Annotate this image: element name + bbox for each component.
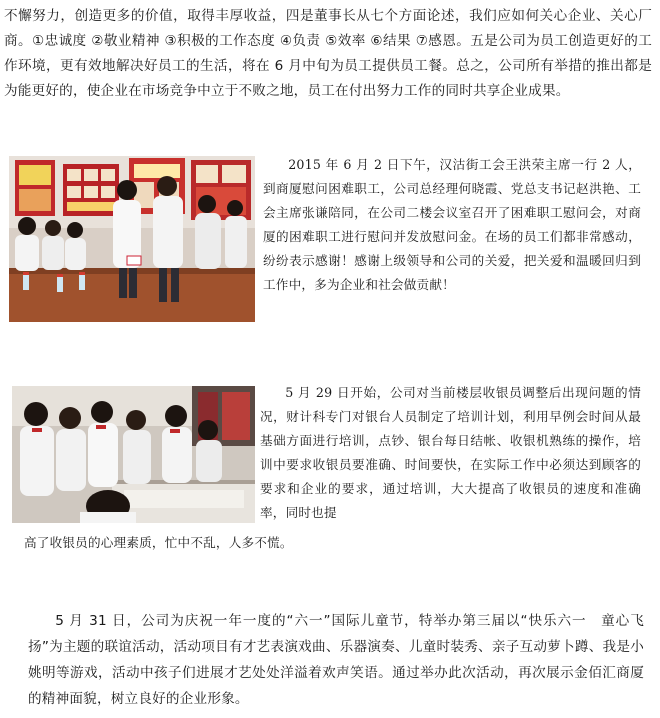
cashier-training-photo <box>12 386 255 523</box>
section-cashier-training-text: 5 月 29 日开始，公司对当前楼层收银员调整后出现问题的情况，财计科专门对银台人员制定了培训计划，利用早例会时间从最基础方面进行培训，点钞、银台每日结帐、收银机熟练的操作，培训中要求收银员要准确、时间要快，在实际工作中必须达到顾客的要求和企业的要求，通过培训，大大提高了收银员的速度和准确率，同时也提 <box>260 385 641 520</box>
section-condolence-text: 2015 年 6 月 2 日下午，汉沽街工会王洪荣主席一行 2 人，到商厦慰问困难职工，公司总经理何晓霞、党总支书记赵洪艳、工会主席张谦陪同，在公司二楼会议室召开了困难职工慰问会，对商厦的困难职工进行慰问并发放慰问金。在场的员工们都非常感动，纷纷表示感谢！感谢上级领导和公司的关爱，把关爱和温暖回归到工作中，多为企业和社会做贡献！ <box>263 157 641 292</box>
condolence-meeting-photo <box>9 156 255 322</box>
section-childrens-day-text: 5 月 31 日，公司为庆祝一年一度的“六一”国际儿童节，特举办第三届以“快乐六一 童心飞扬”为主题的联谊活动，活动项目有才艺表演戏曲、乐器演奏、儿童时装秀、亲子互动萝卜蹲、我是小姚明等游戏，活动中孩子们进展才艺处处洋溢着欢声笑语。通过举办此次活动，再次展示金佰汇商厦的精神面貌，树立良好的企业形象。 <box>28 613 644 707</box>
intro-paragraph: 不懈努力，创造更多的价值，取得丰厚收益，四是董事长从七个方面论述，我们应如何关心企业、关心厂商。①忠诚度 ②敬业精神 ③积极的工作态度 ④负责 ⑤效率 ⑥结果 ⑦感恩。五是公司为员工创造更好的工作环境，更有效地解决好员工的生活，将在 6 月中旬为员工提供员工餐。总之，公司所有举措的推出都是为能更好的，使企业在市场竞争中立于不败之地，员工在付出努力工作的同时共享企业成果。 <box>4 8 652 99</box>
section-cashier-training-text-tail: 高了收银员的心理素质，忙中不乱，人多不慌。 <box>24 535 293 550</box>
